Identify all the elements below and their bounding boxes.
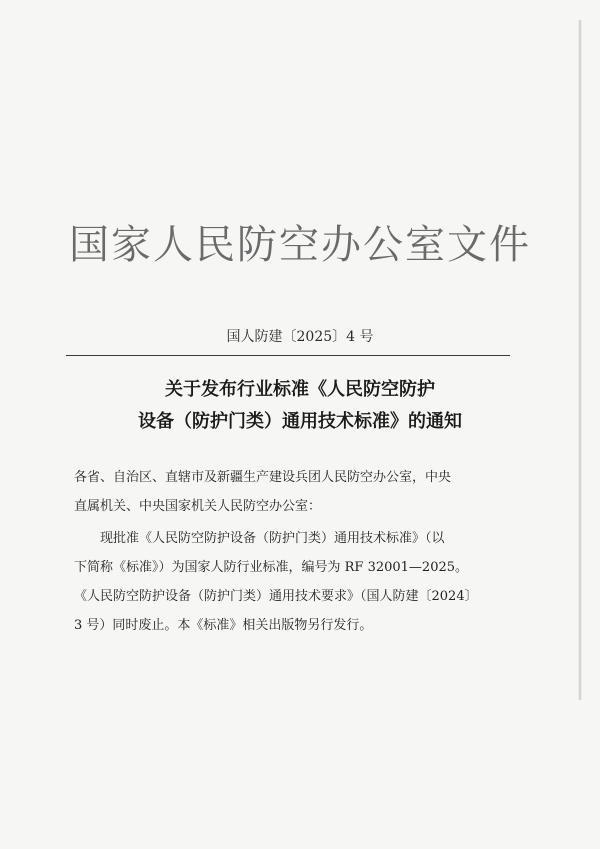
notice-title-line-1: 关于发布行业标准《人民防空防护 bbox=[165, 379, 435, 400]
addressee-line-2: 直属机关、中央国家机关人民防空办公室： bbox=[74, 499, 322, 514]
addressee bbox=[74, 463, 526, 521]
document-header-title: 国家人民防空办公室文件 bbox=[69, 222, 531, 268]
notice-title-line-2: 设备（防护门类）通用技术标准》的通知 bbox=[138, 411, 462, 432]
body-line-1: 现批准《人民防空防护设备（防护门类）通用技术标准》（以 bbox=[100, 531, 445, 546]
notice-body bbox=[74, 524, 526, 640]
body-line-4: 3 号）同时废止。本《标准》相关出版物另行发行。 bbox=[74, 618, 373, 633]
body-line-3: 《人民防空防护设备（防护门类）通用技术要求》（国人防建〔2024〕 bbox=[74, 589, 478, 604]
addressee-line-1: 各省、自治区、直辖市及新疆生产建设兵团人民防空办公室，中央 bbox=[74, 470, 452, 485]
document-number: 国人防建〔2025〕4 号 bbox=[226, 329, 374, 345]
scan-edge-shadow bbox=[578, 20, 582, 700]
body-line-2: 下简称《标准》）为国家人防行业标准，编号为 RF 32001—2025。 bbox=[74, 560, 469, 575]
notice-title bbox=[0, 374, 600, 438]
header-divider bbox=[66, 355, 510, 356]
